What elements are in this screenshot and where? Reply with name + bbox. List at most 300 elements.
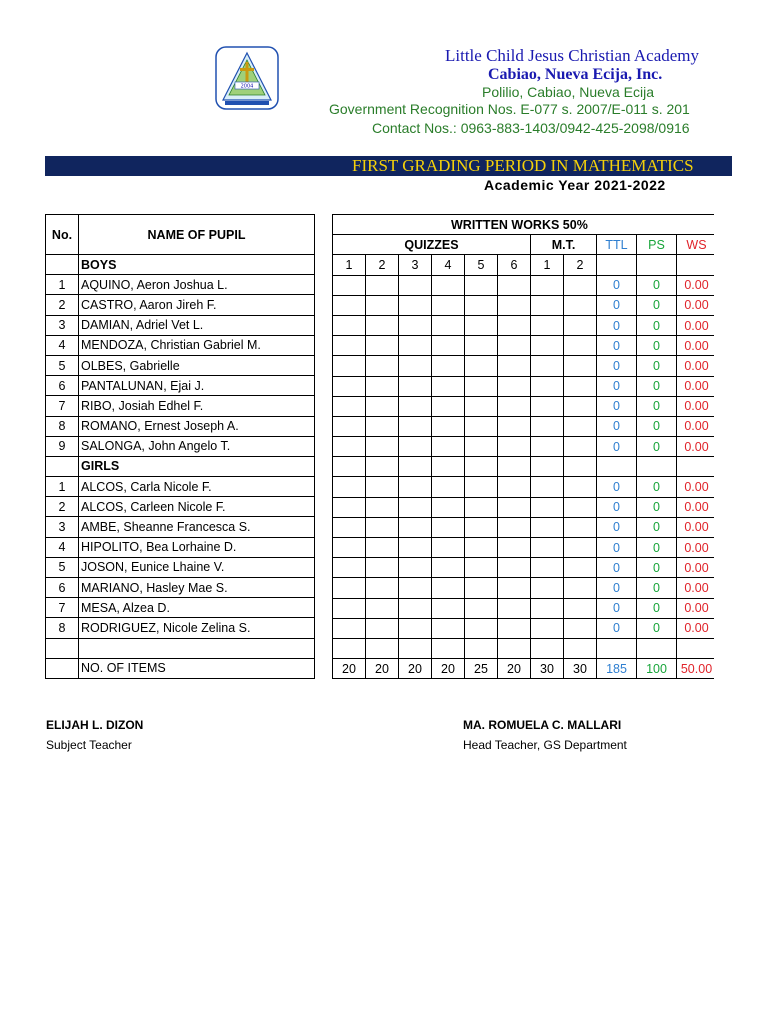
score-cell	[531, 416, 564, 436]
score-cell	[465, 336, 498, 356]
ws-value: 0.00	[677, 538, 715, 558]
ps-value: 0	[637, 437, 677, 457]
score-cell	[432, 598, 465, 618]
pupil-number: 6	[46, 578, 79, 598]
score-cell	[432, 517, 465, 537]
score-cell	[366, 295, 399, 315]
score-cell	[432, 437, 465, 457]
score-cell	[399, 598, 432, 618]
score-cell	[432, 578, 465, 598]
pupil-number: 6	[46, 376, 79, 396]
pupil-name: AMBE, Sheanne Francesca S.	[79, 517, 315, 537]
empty-cell	[432, 457, 465, 477]
pupil-number: 4	[46, 335, 79, 355]
mt-header: M.T.	[531, 235, 597, 255]
ttl-value: 0	[597, 396, 637, 416]
score-cell	[498, 275, 531, 295]
table-row	[46, 416, 315, 436]
score-cell	[465, 477, 498, 497]
score-cell	[531, 578, 564, 598]
score-cell	[498, 376, 531, 396]
score-cell	[498, 598, 531, 618]
pupil-number: 5	[46, 557, 79, 577]
score-cell	[333, 517, 366, 537]
score-cell	[432, 275, 465, 295]
ttl-value: 0	[597, 295, 637, 315]
score-cell	[564, 437, 597, 457]
ttl-value: 0	[597, 315, 637, 335]
score-cell	[564, 558, 597, 578]
table-row	[333, 618, 715, 638]
pupil-name: DAMIAN, Adriel Vet L.	[79, 315, 315, 335]
score-cell	[432, 356, 465, 376]
table-row	[46, 618, 315, 638]
score-cell	[399, 578, 432, 598]
ttl-value: 0	[597, 497, 637, 517]
ws-value: 0.00	[677, 618, 715, 638]
score-cell	[564, 477, 597, 497]
empty-cell	[79, 638, 315, 658]
empty-cell	[366, 457, 399, 477]
table-row	[46, 436, 315, 456]
score-cell	[399, 336, 432, 356]
col-no-header: No.	[46, 215, 79, 255]
empty-cell	[465, 457, 498, 477]
score-cell	[366, 336, 399, 356]
score-cell	[564, 356, 597, 376]
score-cell	[531, 517, 564, 537]
score-cell	[432, 376, 465, 396]
empty-cell	[531, 457, 564, 477]
score-cell	[564, 578, 597, 598]
score-cell	[432, 396, 465, 416]
score-cell	[366, 396, 399, 416]
pupil-number: 2	[46, 295, 79, 315]
score-cell	[399, 376, 432, 396]
score-cell	[333, 437, 366, 457]
score-cell	[531, 558, 564, 578]
table-row	[333, 336, 715, 356]
mt-number-1: 1	[531, 255, 564, 275]
item-count: 20	[432, 659, 465, 679]
title-banner	[45, 156, 732, 176]
table-row	[46, 497, 315, 517]
score-cell	[399, 275, 432, 295]
ws-value: 0.00	[677, 497, 715, 517]
score-cell	[399, 295, 432, 315]
ttl-value: 0	[597, 558, 637, 578]
pupil-name: RIBO, Josiah Edhel F.	[79, 396, 315, 416]
score-cell	[333, 376, 366, 396]
score-cell	[333, 275, 366, 295]
empty-cell	[46, 255, 79, 275]
item-count: 20	[498, 659, 531, 679]
item-count: 30	[531, 659, 564, 679]
score-cell	[465, 295, 498, 315]
teacher-title: Subject Teacher	[46, 738, 132, 752]
empty-cell	[465, 638, 498, 658]
head-teacher-title: Head Teacher, GS Department	[463, 738, 627, 752]
pupil-number: 3	[46, 315, 79, 335]
table-row	[333, 437, 715, 457]
col-name-header: NAME OF PUPIL	[79, 215, 315, 255]
written-works-table	[332, 214, 714, 679]
ps-total: 100	[637, 659, 677, 679]
table-row	[46, 578, 315, 598]
score-cell	[498, 538, 531, 558]
pupil-name: HIPOLITO, Bea Lorhaine D.	[79, 537, 315, 557]
ttl-value: 0	[597, 618, 637, 638]
score-cell	[498, 558, 531, 578]
teacher-name: ELIJAH L. DIZON	[46, 718, 144, 732]
school-logo	[215, 46, 279, 110]
quiz-number-3: 3	[399, 255, 432, 275]
pupil-name: RODRIGUEZ, Nicole Zelina S.	[79, 618, 315, 638]
score-cell	[333, 558, 366, 578]
score-cell	[531, 336, 564, 356]
gov-recognition: Government Recognition Nos. E-077 s. 2007/E-011 s. 201	[329, 101, 690, 117]
empty-cell	[677, 638, 715, 658]
ttl-total: 185	[597, 659, 637, 679]
score-cell	[333, 336, 366, 356]
score-cell	[399, 618, 432, 638]
table-row	[333, 598, 715, 618]
item-count: 20	[333, 659, 366, 679]
table-row	[46, 335, 315, 355]
ttl-value: 0	[597, 437, 637, 457]
score-cell	[564, 396, 597, 416]
score-cell	[399, 477, 432, 497]
item-count: 25	[465, 659, 498, 679]
table-row	[46, 396, 315, 416]
ps-value: 0	[637, 497, 677, 517]
ws-value: 0.00	[677, 578, 715, 598]
quiz-number-4: 4	[432, 255, 465, 275]
pupil-number: 9	[46, 436, 79, 456]
score-cell	[564, 618, 597, 638]
ps-value: 0	[637, 538, 677, 558]
score-cell	[333, 295, 366, 315]
score-cell	[333, 477, 366, 497]
ttl-value: 0	[597, 477, 637, 497]
score-cell	[531, 396, 564, 416]
score-cell	[531, 598, 564, 618]
empty-cell	[564, 457, 597, 477]
quiz-number-5: 5	[465, 255, 498, 275]
score-cell	[432, 477, 465, 497]
ws-header: WS	[677, 235, 715, 255]
score-cell	[432, 416, 465, 436]
table-row	[333, 538, 715, 558]
score-cell	[564, 598, 597, 618]
score-cell	[465, 376, 498, 396]
score-cell	[564, 275, 597, 295]
pupil-name: ALCOS, Carla Nicole F.	[79, 477, 315, 497]
score-cell	[531, 437, 564, 457]
grading-title: FIRST GRADING PERIOD IN MATHEMATICS	[352, 156, 694, 175]
score-cell	[498, 356, 531, 376]
school-address: Polilio, Cabiao, Nueva Ecija	[482, 84, 654, 100]
pupil-number: 7	[46, 396, 79, 416]
ps-value: 0	[637, 618, 677, 638]
ttl-value: 0	[597, 538, 637, 558]
score-cell	[531, 376, 564, 396]
ps-value: 0	[637, 396, 677, 416]
pupil-name: ALCOS, Carleen Nicole F.	[79, 497, 315, 517]
empty-cell	[46, 456, 79, 476]
score-cell	[564, 538, 597, 558]
score-cell	[366, 356, 399, 376]
score-cell	[564, 336, 597, 356]
pupil-name: AQUINO, Aeron Joshua L.	[79, 275, 315, 295]
table-row	[46, 517, 315, 537]
score-cell	[498, 578, 531, 598]
score-cell	[564, 497, 597, 517]
ps-value: 0	[637, 558, 677, 578]
score-cell	[432, 538, 465, 558]
score-cell	[333, 315, 366, 335]
score-cell	[366, 558, 399, 578]
pupil-name: SALONGA, John Angelo T.	[79, 436, 315, 456]
ttl-value: 0	[597, 356, 637, 376]
score-cell	[432, 618, 465, 638]
empty-cell	[399, 638, 432, 658]
score-cell	[564, 517, 597, 537]
score-cell	[399, 497, 432, 517]
table-row	[46, 537, 315, 557]
girls-label: GIRLS	[79, 456, 315, 476]
empty-cell	[564, 638, 597, 658]
ttl-value: 0	[597, 517, 637, 537]
blank-row	[46, 638, 315, 658]
ws-value: 0.00	[677, 336, 715, 356]
score-cell	[399, 356, 432, 376]
ws-value: 0.00	[677, 477, 715, 497]
score-cell	[531, 618, 564, 638]
mt-number-2: 2	[564, 255, 597, 275]
ps-value: 0	[637, 578, 677, 598]
score-cell	[333, 598, 366, 618]
score-cell	[366, 578, 399, 598]
head-teacher-name: MA. ROMUELA C. MALLARI	[463, 718, 622, 732]
score-cell	[498, 437, 531, 457]
score-cell	[564, 416, 597, 436]
girls-row-spacer	[333, 457, 715, 477]
score-cell	[399, 396, 432, 416]
score-cell	[432, 558, 465, 578]
empty-cell	[597, 457, 637, 477]
score-cell	[465, 315, 498, 335]
score-cell	[366, 416, 399, 436]
score-cell	[366, 497, 399, 517]
pupil-number: 3	[46, 517, 79, 537]
empty-cell	[399, 457, 432, 477]
score-cell	[465, 598, 498, 618]
score-cell	[399, 517, 432, 537]
score-cell	[498, 477, 531, 497]
school-city: Cabiao, Nueva Ecija, Inc.	[488, 66, 663, 83]
ws-value: 0.00	[677, 558, 715, 578]
score-cell	[498, 315, 531, 335]
empty-cell	[597, 638, 637, 658]
item-count: 20	[399, 659, 432, 679]
ttl-value: 0	[597, 376, 637, 396]
quiz-number-6: 6	[498, 255, 531, 275]
score-cell	[465, 578, 498, 598]
pupil-number: 8	[46, 416, 79, 436]
score-cell	[399, 538, 432, 558]
score-cell	[564, 315, 597, 335]
ps-value: 0	[637, 477, 677, 497]
ttl-value: 0	[597, 578, 637, 598]
ws-value: 0.00	[677, 376, 715, 396]
empty-cell	[677, 457, 715, 477]
written-works-header: WRITTEN WORKS 50%	[333, 215, 715, 235]
score-cell	[366, 517, 399, 537]
score-cell	[465, 437, 498, 457]
ps-value: 0	[637, 336, 677, 356]
score-cell	[333, 356, 366, 376]
empty-cell	[498, 638, 531, 658]
score-cell	[333, 578, 366, 598]
quiz-number-2: 2	[366, 255, 399, 275]
score-cell	[366, 437, 399, 457]
ttl-value: 0	[597, 336, 637, 356]
pupil-name: MESA, Alzea D.	[79, 598, 315, 618]
table-row	[46, 295, 315, 315]
score-cell	[465, 416, 498, 436]
pupil-number: 5	[46, 355, 79, 375]
score-cell	[465, 517, 498, 537]
pupil-number: 1	[46, 275, 79, 295]
pupil-name: ROMANO, Ernest Joseph A.	[79, 416, 315, 436]
table-row	[333, 295, 715, 315]
pupil-number: 2	[46, 497, 79, 517]
score-cell	[498, 618, 531, 638]
ttl-header: TTL	[597, 235, 637, 255]
table-row	[46, 477, 315, 497]
score-cell	[366, 598, 399, 618]
score-cell	[333, 497, 366, 517]
empty-cell	[637, 255, 677, 275]
score-cell	[531, 275, 564, 295]
table-row	[333, 396, 715, 416]
score-cell	[465, 618, 498, 638]
ps-value: 0	[637, 356, 677, 376]
school-name: Little Child Jesus Christian Academy	[445, 46, 700, 65]
table-row	[333, 376, 715, 396]
ws-value: 0.00	[677, 356, 715, 376]
score-cell	[366, 315, 399, 335]
table-row	[333, 356, 715, 376]
score-cell	[432, 497, 465, 517]
pupil-name: MARIANO, Hasley Mae S.	[79, 578, 315, 598]
empty-cell	[333, 638, 366, 658]
score-cell	[465, 275, 498, 295]
pupil-name: JOSON, Eunice Lhaine V.	[79, 557, 315, 577]
ttl-value: 0	[597, 416, 637, 436]
table-row	[46, 376, 315, 396]
ps-value: 0	[637, 295, 677, 315]
score-cell	[498, 295, 531, 315]
ps-value: 0	[637, 275, 677, 295]
score-cell	[498, 517, 531, 537]
table-row	[333, 315, 715, 335]
ws-value: 0.00	[677, 315, 715, 335]
ps-value: 0	[637, 598, 677, 618]
pupil-name: PANTALUNAN, Ejai J.	[79, 376, 315, 396]
score-cell	[432, 336, 465, 356]
score-cell	[333, 538, 366, 558]
column-number-row	[333, 255, 715, 275]
score-table-clip	[332, 214, 714, 679]
pupil-name: CASTRO, Aaron Jireh F.	[79, 295, 315, 315]
empty-cell	[46, 658, 79, 678]
score-cell	[564, 376, 597, 396]
ps-value: 0	[637, 315, 677, 335]
score-cell	[465, 356, 498, 376]
score-cell	[366, 376, 399, 396]
ws-total: 50.00	[677, 659, 715, 679]
empty-cell	[637, 638, 677, 658]
score-cell	[333, 416, 366, 436]
pupil-number: 1	[46, 477, 79, 497]
score-cell	[399, 437, 432, 457]
score-cell	[498, 396, 531, 416]
score-cell	[498, 336, 531, 356]
ps-value: 0	[637, 376, 677, 396]
score-cell	[366, 538, 399, 558]
boys-label: BOYS	[79, 255, 315, 275]
score-cell	[531, 497, 564, 517]
table-row	[46, 598, 315, 618]
table-row	[46, 355, 315, 375]
girls-row	[46, 456, 315, 476]
table-row	[333, 477, 715, 497]
ps-value: 0	[637, 517, 677, 537]
score-cell	[564, 295, 597, 315]
table-row	[333, 517, 715, 537]
ws-value: 0.00	[677, 416, 715, 436]
ws-value: 0.00	[677, 396, 715, 416]
blank-row	[333, 638, 715, 658]
score-cell	[366, 477, 399, 497]
pupil-number: 4	[46, 537, 79, 557]
quiz-number-1: 1	[333, 255, 366, 275]
table-row	[46, 557, 315, 577]
score-cell	[399, 416, 432, 436]
item-count: 30	[564, 659, 597, 679]
score-cell	[531, 295, 564, 315]
score-cell	[333, 618, 366, 638]
score-cell	[366, 618, 399, 638]
score-cell	[531, 477, 564, 497]
ttl-value: 0	[597, 275, 637, 295]
table-row	[46, 315, 315, 335]
score-cell	[498, 497, 531, 517]
ttl-value: 0	[597, 598, 637, 618]
boys-row	[46, 255, 315, 275]
score-cell	[399, 315, 432, 335]
empty-cell	[498, 457, 531, 477]
empty-cell	[677, 255, 715, 275]
table-row	[333, 578, 715, 598]
empty-cell	[637, 457, 677, 477]
pupil-number: 7	[46, 598, 79, 618]
empty-cell	[597, 255, 637, 275]
empty-cell	[366, 638, 399, 658]
table-row	[333, 416, 715, 436]
